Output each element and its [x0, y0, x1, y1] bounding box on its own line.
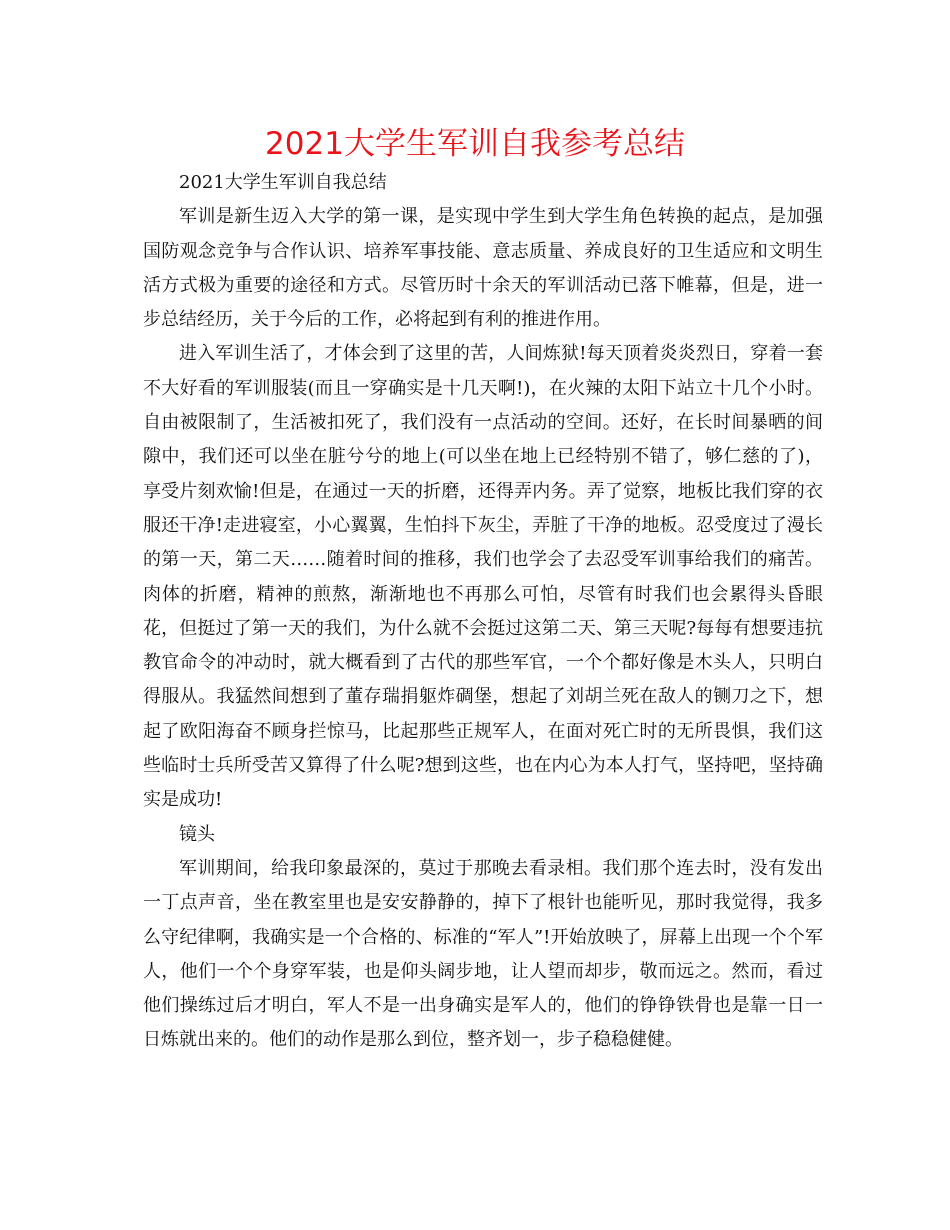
- section-heading-paragraph: 镜头: [179, 823, 215, 845]
- video-paragraph: 军训期间，给我印象最深的，莫过于那晚去看录相。我们那个连去时，没有发出一丁点声音，坐在教室里也是安安静静的，掉下了根针也能听见，那时我觉得，我多么守纪律啊，我确实是一个合格的、标准的“军人”!开始放映了，屏幕上出现一个个军人，他们一个个身穿军装，也是仰头阔步地，让人望而却步，敬而远之。然而，看过他们操练过后才明白，军人不是一出身确实是军人的，他们的铮铮铁骨也是靠一日一日炼就出来的。他们的动作是那么到位，整齐划一，步子稳稳健健。: [143, 857, 823, 1051]
- hardship-paragraph: 进入军训生活了，才体会到了这里的苦，人间炼狱!每天顶着炎炎烈日，穿着一套不大好看的军训服装(而且一穿确实是十几天啊!)，在火辣的太阳下站立十几个小时。自由被限制了，生活被扣死了，我们没有一点活动的空间。还好，在长时间暴晒的间隙中，我们还可以坐在脏兮兮的地上(可以坐在地上已经特别不错了，够仁慈的了)，享受片刻欢愉!但是，在通过一天的折磨，还得弄内务。弄了觉察，地板比我们穿的衣服还干净!走进寝室，小心翼翼，生怕抖下灰尘，弄脏了干净的地板。忍受度过了漫长的第一天，第二天……随着时间的推移，我们也学会了去忍受军训事给我们的痛苦。肉体的折磨，精神的煎熬，渐渐地也不再那么可怕，尽管有时我们也会累得头昏眼花，但挺过了第一天的我们，为什么就不会挺过这第二天、第三天呢?每每有想要违抗教官命令的冲动时，就大概看到了古代的那些军官，一个个都好像是木头人，只明白得服从。我猛然间想到了董存瑞捐躯炸碉堡，想起了刘胡兰死在敌人的铡刀之下，想起了欧阳海奋不顾身拦惊马，比起那些正规军人，在面对死亡时的无所畏惧，我们这些临时士兵所受苦又算得了什么呢?想到这些，也在内心为本人打气，坚持吧，坚持确实是成功!: [143, 343, 823, 811]
- document-body: [143, 166, 823, 1058]
- subtitle-paragraph: 2021大学生军训自我总结: [179, 172, 387, 193]
- document-title: 2021大学生军训自我参考总结: [265, 126, 685, 162]
- intro-paragraph: 军训是新生迈入大学的第一课，是实现中学生到大学生角色转换的起点，是加强国防观念竞争与合作认识、培养军事技能、意志质量、养成良好的卫生适应和文明生活方式极为重要的途径和方式。尽管历时十余天的军训活动已落下帷幕，但是，进一步总结经历，关于今后的工作，必将起到有利的推进作用。: [143, 206, 823, 331]
